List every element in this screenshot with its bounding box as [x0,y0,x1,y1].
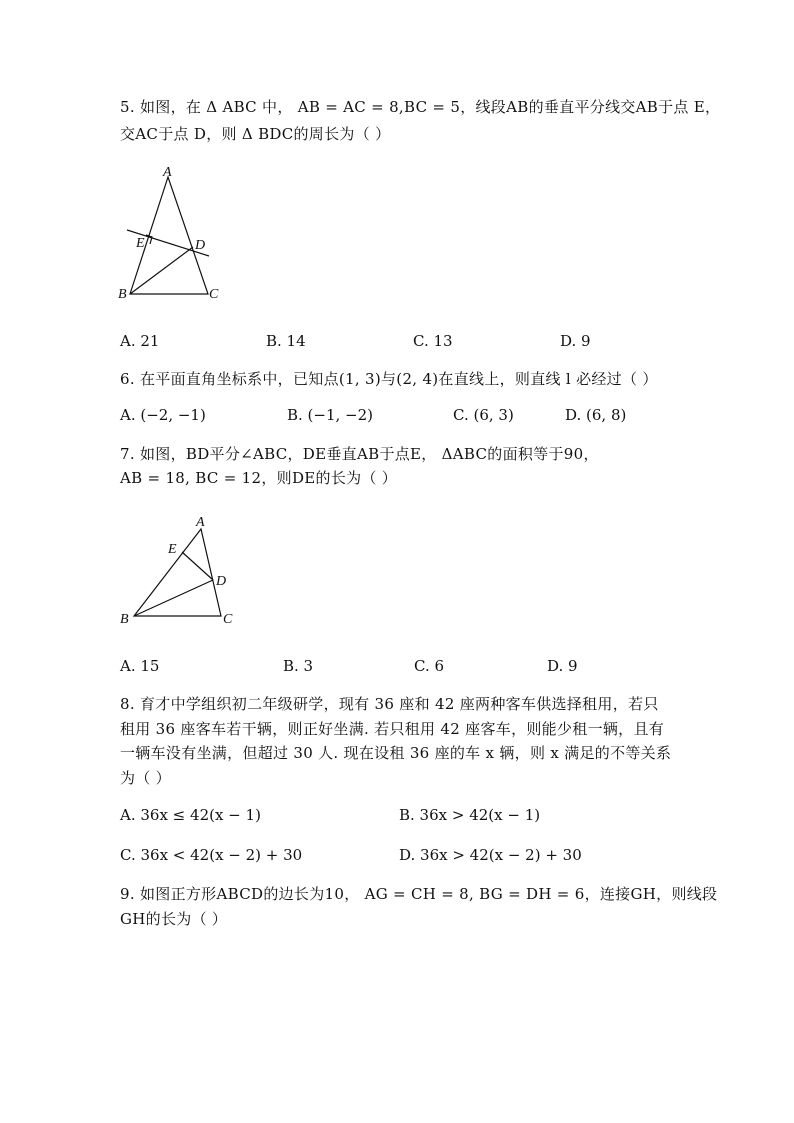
q5-option-d[interactable]: D. 9 [560,332,591,350]
q7-line2: AB = 18, BC = 12，则DE的长为（ ） [120,469,398,487]
q5-option-a[interactable]: A. 21 [120,332,160,350]
q7-label-b: B [120,612,129,627]
q8-option-b[interactable]: B. 36x > 42(x − 1) [399,806,541,824]
q7-label-a: A [196,515,205,530]
q7-option-d[interactable]: D. 9 [547,657,578,675]
q8-option-a[interactable]: A. 36x ≤ 42(x − 1) [120,806,261,824]
q5-label-a: A [163,165,172,180]
q7-segment-bd [134,580,213,616]
q8-line4: 为（ ） [120,769,171,787]
q7-label-c: C [223,612,233,627]
q7-segment-de [182,552,213,580]
q9-line1: 9. 如图正方形ABCD的边长为10， AG = CH = 8, BG = DH = 6，连接GH，则线段 [120,885,718,903]
q7-line1: 7. 如图，BD平分∠ABC，DE垂直AB于点E， ΔABC的面积等于90， [120,445,599,463]
q5-label-e: E [136,236,145,251]
q9-line2: GH的长为（ ） [120,910,228,928]
q6-option-a[interactable]: A. (−2, −1) [120,406,206,424]
q5-option-b[interactable]: B. 14 [266,332,306,350]
q8-option-c[interactable]: C. 36x < 42(x − 2) + 30 [120,846,303,864]
q6-line1: 6. 在平面直角坐标系中，已知点(1, 3)与(2, 4)在直线上，则直线 l 必经过（ ） [120,370,658,388]
q7-option-c[interactable]: C. 6 [414,657,445,675]
q8-line1: 8. 育才中学组织初二年级研学，现有 36 座和 42 座两种客车供选择租用，若只 [120,695,659,713]
q6-option-d[interactable]: D. (6, 8) [565,406,627,424]
q5-label-b: B [118,287,127,302]
q8-option-d[interactable]: D. 36x > 42(x − 2) + 30 [399,846,582,864]
q5-label-d: D [195,238,206,253]
q7-option-a[interactable]: A. 15 [120,657,160,675]
q7-option-b[interactable]: B. 3 [283,657,314,675]
q5-line2: 交AC于点 D，则 Δ BDC的周长为（ ） [120,125,391,143]
q6-option-b[interactable]: B. (−1, −2) [287,406,374,424]
q5-line1: 5. 如图，在 Δ ABC 中， AB = AC = 8,BC = 5，线段AB的垂直平分线交AB于点 E， [120,98,721,116]
q7-label-e: E [168,542,177,557]
q7-triangle-abc [134,529,221,616]
q8-line2: 租用 36 座客车若干辆，则正好坐满. 若只租用 42 座客车，则能少租一辆，且有 [120,720,665,738]
q7-label-d: D [216,574,227,589]
q6-option-c[interactable]: C. (6, 3) [453,406,514,424]
q5-label-c: C [209,287,219,302]
q8-line3: 一辆车没有坐满，但超过 30 人. 现在设租 36 座的车 x 辆，则 x 满足的不等关系 [120,744,672,762]
q5-option-c[interactable]: C. 13 [413,332,453,350]
